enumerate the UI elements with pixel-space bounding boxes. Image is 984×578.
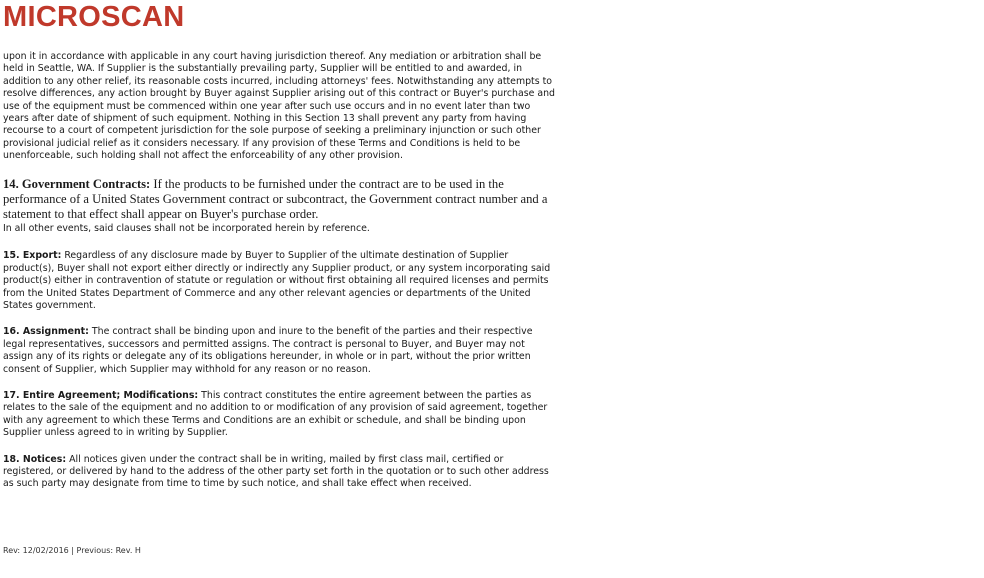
section-16-body: The contract shall be binding upon and inure to the benefit of the parties and their respective legal representatives, successors and permitted assigns. The contract is personal to Buyer, and Buyer may not assign any of its rights or delegate any of its obligations hereunder, in whole or in part, without the prior written consent of Supplier, which Supplier may withhold for any reason or no reason.: [3, 326, 533, 375]
microscan-logo: MICROSCAN: [3, 1, 185, 33]
section-14-heading: 14. Government Contracts:: [3, 176, 151, 191]
section-18-body: All notices given under the contract shall be in writing, mailed by first class mail, certified or registered, or delivered by hand to the address of the other party set forth in the quotation or to such other address as such party may designate from time to time by such notice, and shall take effect when received.: [3, 453, 549, 490]
section-14: [3, 177, 555, 223]
section-15: [3, 250, 555, 312]
section-13-continuation: upon it in accordance with applicable in any court having jurisdiction thereof. Any mediation or arbitration shall be held in Seattle, WA. If Supplier is the substantially prevailing party, Supplier will be entitled to and awarded, in addition to any other relief, its reasonable costs incurred, including attorneys' fees. Notwithstanding any attempts to resolve differences, any action brought by Buyer against Supplier arising out of this contract or Buyer's purchase and use of the equipment must be commenced within one year after such use occurs and in no event later than two years after date of shipment of such equipment. Nothing in this Section 13 shall prevent any party from having recourse to a court of competent jurisdiction for the sole purpose of seeking a preliminary injunction or such other provisional judicial relief as it considers necessary. If any provision of these Terms and Conditions is held to be unenforceable, such holding shall not affect the enforceability of any other provision.: [3, 51, 555, 162]
section-15-heading: 15. Export:: [3, 250, 62, 262]
section-18-heading: 18. Notices:: [3, 453, 67, 465]
section-18: [3, 454, 555, 491]
revision-footer: Rev: 12/02/2016 | Previous: Rev. H: [3, 546, 141, 555]
section-14-tail: In all other events, said clauses shall not be incorporated herein by reference.: [3, 222, 370, 234]
section-17: [3, 390, 555, 440]
section-14-body: If the products to be furnished under the contract are to be used in the performance of a United States Government contract or subcontract, the Government contract number and a statement to that effect shall appear on Buyer's purchase order.: [3, 176, 548, 222]
section-17-heading: 17. Entire Agreement; Modifications:: [3, 389, 199, 401]
section-16-heading: 16. Assignment:: [3, 326, 89, 338]
section-15-body: Regardless of any disclosure made by Buyer to Supplier of the ultimate destination of Supplier product(s), Buyer shall not export either directly or indirectly any Supplier product, or any system incorporating said product(s) either in contravention of statute or regulation or without first obtaining all required licenses and permits from the United States Department of Commerce and any other relevant agencies or departments of the United States government.: [3, 250, 551, 311]
section-17-body: This contract constitutes the entire agreement between the parties as relates to the sale of the equipment and no addition to or modification of any provision of said agreement, together with any agreement to which these Terms and Conditions are an exhibit or schedule, and shall be binding upon Supplier unless agreed to in writing by Supplier.: [3, 389, 548, 439]
terms-body: [3, 51, 555, 505]
section-16: [3, 326, 555, 376]
